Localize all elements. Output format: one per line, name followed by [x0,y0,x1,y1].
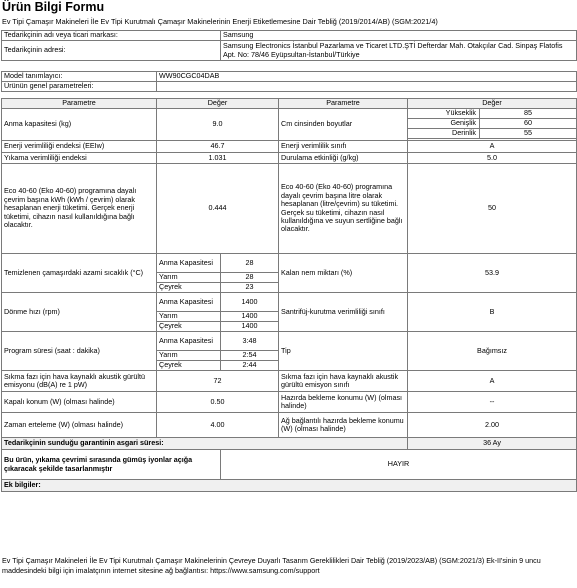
capacity-value: 9.0 [157,109,279,141]
duration-quarter-value: 2:44 [221,361,279,371]
spin-sub-half: Yarım [157,312,221,322]
moisture-value: 53.9 [408,254,577,293]
header-param-right: Parametre [279,99,408,109]
temp-label: Temizlenen çamaşırdaki azami sıcaklık (°C) [2,254,157,293]
extra-info-label: Ek bilgiler: [2,480,577,492]
spin-sub-quarter: Çeyrek [157,322,221,332]
spin-sub-rated: Anma Kapasitesi [157,293,221,312]
general-params-label: Ürünün genel parametreleri: [2,82,157,92]
off-mode-value: 0.50 [157,392,279,413]
depth-value: 55 [524,128,533,138]
duration-sub-quarter: Çeyrek [157,361,221,371]
duration-sub-rated: Anma Kapasitesi [157,332,221,351]
page-title: Ürün Bilgi Formu [2,0,105,14]
temp-rated-value: 28 [221,254,279,273]
water-consumption-value: 50 [408,164,577,254]
eeiw-label: Enerji verimliliği endeksi (EEIw) [2,141,157,153]
supplier-address-value [221,41,577,61]
capacity-label: Anma kapasitesi (kg) [2,109,157,141]
model-label: Model tanımlayıcı: [2,72,157,82]
header-param-left: Parametre [2,99,157,109]
water-consumption-label: Eco 40-60 (Eko 40-60) programına dayalı çevrim başına litre olarak hesaplanan (litre/çevrim) su tüketimi. Gerçek su tüketimi, cihazın nasıl kullanıldığına ve suyun sertliğine bağlı olacaktır. [279,164,408,254]
width-label: Genişlik [408,119,480,127]
height-value: 85 [524,108,533,118]
temp-sub-rated: Anma Kapasitesi [157,254,221,273]
spin-quarter-value: 1400 [221,322,279,332]
temp-half-value: 28 [221,273,279,283]
duration-half-value: 2:54 [221,351,279,361]
address-line-1: Samsung Electronics İstanbul Pazarlama ve Ticaret LTD.ŞTİ Defterdar Mah. Otakçılar Cad. Sinpaş Flatofis [223,41,563,51]
height-label: Yükseklik [408,109,480,117]
supplier-name-value: Samsung [221,31,577,41]
silver-ions-label: Bu ürün, yıkama çevrimi sırasında gümüş iyonlar açığa çıkaracak şekilde tasarlanmıştır [2,450,221,480]
warranty-value: 36 Ay [408,438,577,450]
type-label: Tip [279,332,408,371]
header-value-left: Değer [157,99,279,109]
eeiw-value: 46.7 [157,141,279,153]
standby-label: Hazırda bekleme konumu (W) (olması halinde) [279,392,408,413]
moisture-label: Kalan nem miktarı (%) [279,254,408,293]
temp-sub-half: Yarım [157,273,221,283]
delay-start-value: 4.00 [157,413,279,438]
energy-consumption-label: Eco 40-60 (Eko 40-60) programına dayalı çevrim başına kWh (kWh / çevrim) olarak hesaplanan enerji tüketimi. Gerçek enerji tüketimi, cihazın nasıl kullanıldığına bağlı olacaktır. [2,164,157,254]
type-value: Bağımsız [408,332,577,371]
noise-class-value: A [408,371,577,392]
duration-rated-value: 3:48 [221,332,279,351]
width-value: 60 [524,118,533,128]
spin-class-label: Santrifüj-kurutma verimliliği sınıfı [279,293,408,332]
address-line-2: Apt. No: 78/46 Eyüpsultan-İstanbul/Türkiye [223,49,360,59]
delay-start-label: Zaman erteleme (W) (olması halinde) [2,413,157,438]
extra-info-text: Ev Tipi Çamaşır Makineleri İle Ev Tipi Kurutmalı Çamaşır Makinelerinin Çevreye Duyarlı Tasarım Gereklilikleri Dair Tebliğ (2019/2023/AB) (SGM:2021/3) Ek-II'sinin 9 uncu maddesindeki bilgi için imalatçının internet sitesine ağ bağlantısı: https://www.samsung.com/support [2,556,541,575]
noise-label: Sıkma fazı için hava kaynaklı akustik gürültü emisyonu (dB(A) re 1 pW) [2,371,157,392]
silver-ions-value: HAYIR [221,450,577,480]
supplier-address-label: Tedarikçinin adresi: [2,41,221,61]
supplier-table [1,30,577,61]
spin-rated-value: 1400 [221,293,279,312]
washing-value: 1.031 [157,153,279,164]
energy-class-value: A [408,141,577,153]
network-standby-value: 2.00 [408,413,577,438]
header-value-right: Değer [408,99,577,109]
standby-value: -- [408,392,577,413]
warranty-label: Tedarikçinin sunduğu garantinin asgari süresi: [2,438,408,450]
model-table [1,71,577,92]
temp-sub-quarter: Çeyrek [157,283,221,293]
spin-half-value: 1400 [221,312,279,322]
noise-value: 72 [157,371,279,392]
rinse-label: Durulama etkinliği (g/kg) [279,153,408,164]
off-mode-label: Kapalı konum (W) (olması halinde) [2,392,157,413]
duration-sub-half: Yarım [157,351,221,361]
depth-label: Derinlik [408,129,480,137]
energy-consumption-value: 0.444 [157,164,279,254]
dims-label: Cm cinsinden boyutlar [279,109,408,141]
model-value: WW90CGC04DAB [157,72,577,82]
page-subtitle: Ev Tipi Çamaşır Makineleri İle Ev Tipi Kurutmalı Çamaşır Makinelerinin Enerji Etiketlemesine Dair Tebliğ (2019/2014/AB) (SGM:2021/4) [2,17,438,26]
header-row [2,99,577,109]
duration-label: Program süresi (saat : dakika) [2,332,157,371]
noise-class-label: Sıkma fazı için hava kaynaklı akustik gürültü emisyon sınıfı [279,371,408,392]
spin-label: Dönme hızı (rpm) [2,293,157,332]
spin-class-value: B [408,293,577,332]
network-standby-label: Ağ bağlantılı hazırda bekleme konumu (W) (olması halinde) [279,413,408,438]
energy-class-label: Enerji verimlilik sınıfı [279,141,408,153]
washing-label: Yıkama verimliliği endeksi [2,153,157,164]
rinse-value: 5.0 [408,153,577,164]
temp-quarter-value: 23 [221,283,279,293]
parameters-table [1,98,577,492]
supplier-name-label: Tedarikçinin adı veya ticari markası: [2,31,221,41]
